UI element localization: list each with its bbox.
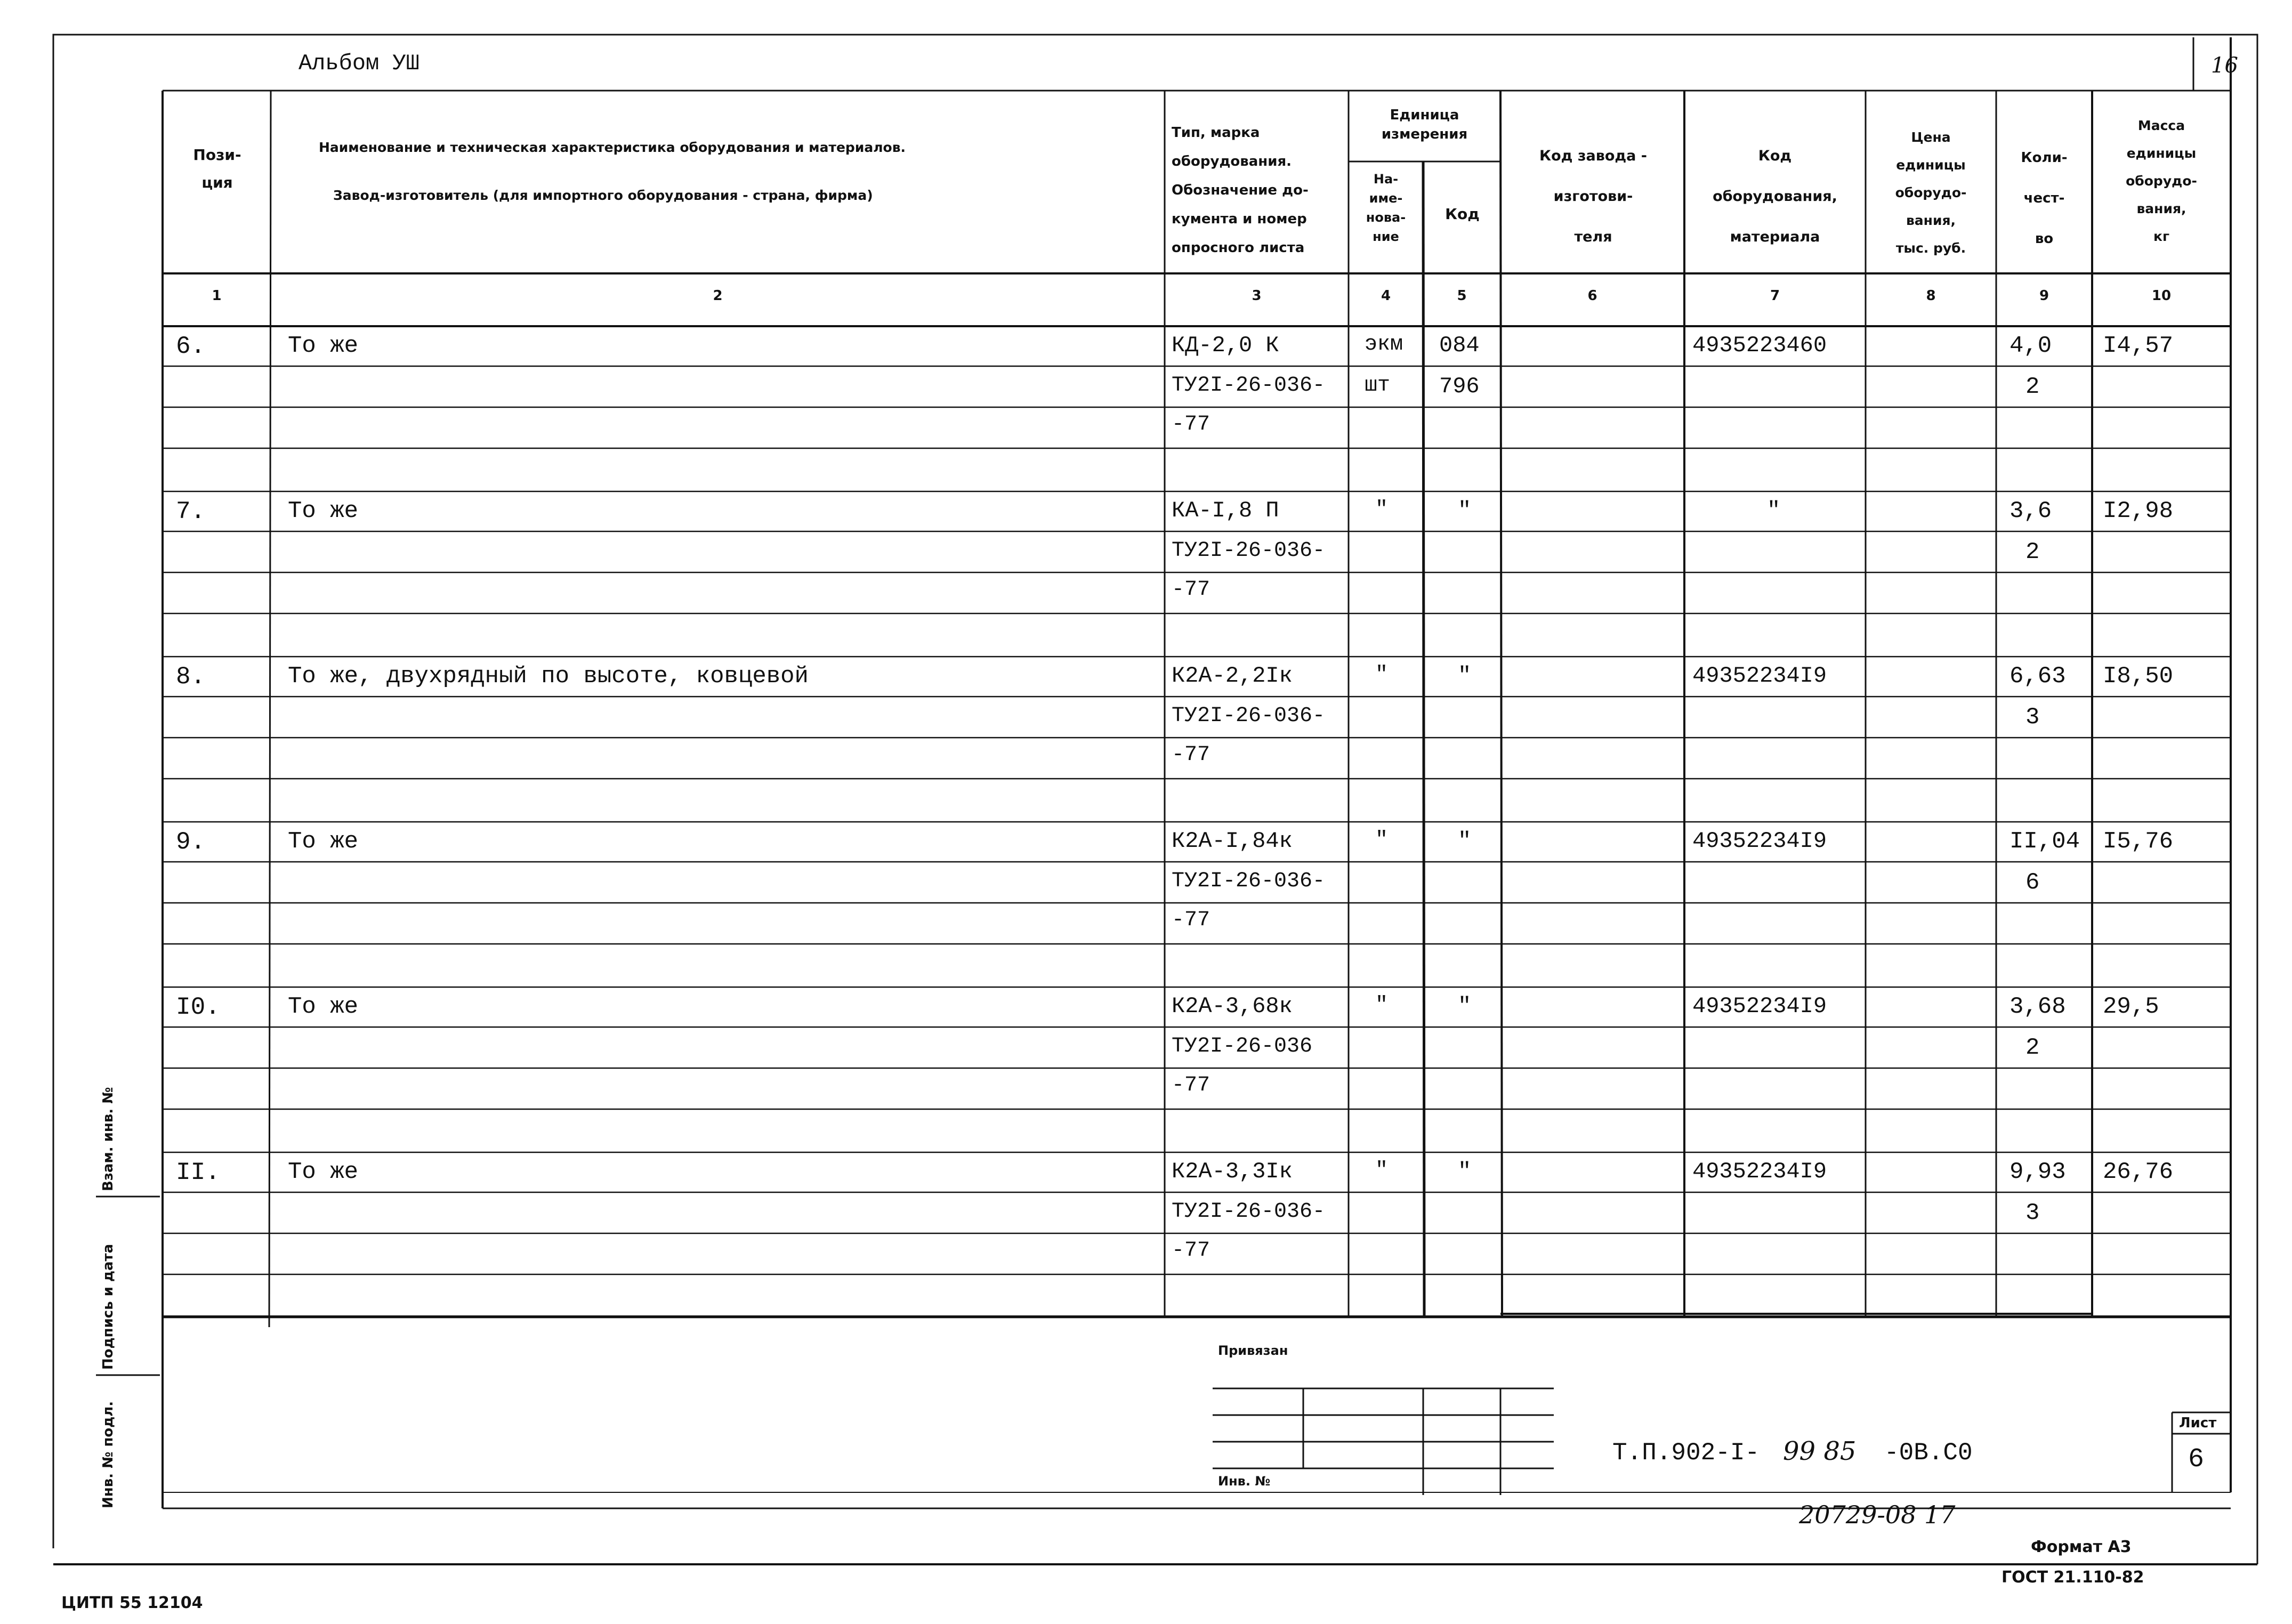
- row-type-mark: КА-I,8 П: [1172, 498, 1279, 523]
- row-equipment-code: ": [1767, 498, 1781, 523]
- row-unit-name: ": [1375, 498, 1389, 522]
- stamp-designation-handwritten: 99 85: [1783, 1436, 1857, 1466]
- gost-label: ГОСТ 21.110-82: [2002, 1568, 2144, 1587]
- row-equipment-code: 49352234I9: [1692, 663, 1827, 689]
- column-number-7: 7: [1770, 288, 1780, 304]
- row-unit-code-2: 796: [1439, 374, 1480, 399]
- row-position: I0.: [176, 993, 220, 1021]
- side-label-podpis-data: Подпись и дата: [100, 1243, 116, 1370]
- row-unit-name-2: шт: [1365, 374, 1391, 398]
- header-factory-code: Код завода - изготови- теля: [1539, 148, 1647, 245]
- row-position: 7.: [176, 498, 206, 526]
- row-equipment-code: 49352234I9: [1692, 993, 1827, 1019]
- row-type-doc: ТУ2I-26-036-: [1172, 374, 1326, 398]
- row-quantity-2: 6: [2025, 869, 2040, 896]
- row-type-doc: ТУ2I-26-036: [1172, 1035, 1313, 1059]
- row-name: То же: [288, 828, 359, 855]
- row-unit-name: ": [1375, 828, 1389, 852]
- side-label-vzam-inv: Взам. инв. №: [100, 1087, 116, 1191]
- header-position: Пози- ция: [193, 146, 241, 191]
- format-label: Формат А3: [2031, 1538, 2132, 1556]
- row-quantity: II,04: [2009, 828, 2080, 855]
- row-unit-code: ": [1458, 498, 1472, 523]
- row-name: То же: [288, 993, 359, 1020]
- header-unit-name: На- име- нова- ние: [1366, 172, 1406, 244]
- column-number-8: 8: [1926, 288, 1936, 304]
- row-type-mark: К2А-3,3Iк: [1172, 1159, 1293, 1184]
- column-number-5: 5: [1457, 288, 1467, 304]
- column-number-6: 6: [1587, 288, 1597, 304]
- row-unit-code: ": [1458, 1159, 1472, 1184]
- header-unit-code: Код: [1445, 205, 1480, 223]
- column-number-9: 9: [2039, 288, 2049, 304]
- header-name-line2: Завод-изготовитель (для импортного оборудования - страна, фирма): [333, 188, 873, 203]
- row-type-doc-cont: -77: [1172, 1073, 1210, 1097]
- row-mass: I5,76: [2103, 828, 2174, 855]
- stamp-inv-no: Инв. №: [1218, 1474, 1271, 1489]
- header-mass: Масса единицы оборудо- вания, кг: [2126, 118, 2197, 244]
- row-quantity: 6,63: [2009, 663, 2066, 690]
- header-quantity: Коли- чест- во: [2021, 150, 2068, 247]
- row-type-doc: ТУ2I-26-036-: [1172, 539, 1326, 563]
- column-number-3: 3: [1252, 288, 1262, 304]
- column-number-10: 10: [2151, 288, 2172, 304]
- row-equipment-code: 49352234I9: [1692, 1159, 1827, 1184]
- row-quantity-2: 2: [2025, 1035, 2040, 1061]
- row-unit-code: ": [1458, 828, 1472, 854]
- page-corner-number: 16: [2211, 53, 2238, 78]
- row-type-doc: ТУ2I-26-036-: [1172, 869, 1326, 893]
- row-unit-code: ": [1458, 993, 1472, 1019]
- row-name: То же: [288, 1159, 359, 1185]
- header-price: Цена единицы оборудо- вания, тыс. руб.: [1895, 130, 1967, 256]
- row-unit-name: экм: [1365, 333, 1403, 357]
- row-type-mark: К2А-3,68к: [1172, 993, 1293, 1019]
- row-quantity: 3,6: [2009, 498, 2052, 524]
- row-type-mark: К2А-I,84к: [1172, 828, 1293, 854]
- row-mass: 29,5: [2103, 993, 2159, 1020]
- stamp-designation-prefix: Т.П.902-I-: [1612, 1439, 1760, 1467]
- row-type-doc: ТУ2I-26-036-: [1172, 1200, 1326, 1224]
- sheet-number: 6: [2188, 1444, 2205, 1475]
- row-name: То же: [288, 498, 359, 524]
- stamp-designation-suffix: -0В.С0: [1884, 1439, 1973, 1467]
- row-type-doc-cont: -77: [1172, 578, 1210, 602]
- row-quantity-2: 2: [2025, 539, 2040, 565]
- row-quantity-2: 2: [2025, 374, 2040, 400]
- row-type-mark: КД-2,0 К: [1172, 333, 1279, 358]
- header-name-line1: Наименование и техническая характеристика оборудования и материалов.: [319, 140, 906, 155]
- row-equipment-code: 4935223460: [1692, 333, 1827, 358]
- row-name: То же, двухрядный по высоте, ковцевой: [288, 663, 809, 690]
- row-position: 9.: [176, 828, 206, 856]
- row-quantity-2: 3: [2025, 1200, 2040, 1226]
- row-position: II.: [176, 1159, 220, 1186]
- row-unit-name: ": [1375, 663, 1389, 687]
- header-unit-group: Единица измерения: [1381, 107, 1468, 142]
- row-type-doc-cont: -77: [1172, 908, 1210, 932]
- footer-left-code: ЦИТП 55 12104: [61, 1594, 203, 1612]
- row-quantity-2: 3: [2025, 704, 2040, 731]
- row-quantity: 3,68: [2009, 993, 2066, 1020]
- row-type-doc-cont: -77: [1172, 1239, 1210, 1263]
- row-unit-name: ": [1375, 993, 1389, 1017]
- row-mass: 26,76: [2103, 1159, 2174, 1185]
- row-unit-code: 084: [1439, 333, 1480, 358]
- row-position: 8.: [176, 663, 206, 691]
- row-type-mark: К2А-2,2Iк: [1172, 663, 1293, 689]
- album-title: Альбом УШ: [298, 51, 419, 76]
- row-unit-name: ": [1375, 1159, 1389, 1183]
- row-type-doc: ТУ2I-26-036-: [1172, 704, 1326, 728]
- row-mass: I2,98: [2103, 498, 2174, 524]
- handwritten-archive-number: 20729-08 17: [1799, 1500, 1956, 1529]
- row-equipment-code: 49352234I9: [1692, 828, 1827, 854]
- column-number-4: 4: [1381, 288, 1391, 304]
- row-unit-code: ": [1458, 663, 1472, 689]
- stamp-privyazan: Привязан: [1218, 1343, 1288, 1358]
- row-position: 6.: [176, 333, 206, 360]
- header-type-mark: Тип, марка оборудования. Обозначение до- кумента и номер опросного листа: [1172, 125, 1309, 256]
- row-mass: I4,57: [2103, 333, 2174, 359]
- sheet-label: Лист: [2179, 1415, 2217, 1431]
- row-name: То же: [288, 333, 359, 359]
- row-mass: I8,50: [2103, 663, 2174, 690]
- side-label-inv-podl: Инв. № подл.: [100, 1401, 116, 1508]
- row-quantity: 4,0: [2009, 333, 2052, 359]
- row-type-doc-cont: -77: [1172, 413, 1210, 437]
- column-number-1: 1: [212, 288, 222, 304]
- header-equipment-code: Код оборудования, материала: [1713, 148, 1837, 245]
- row-type-doc-cont: -77: [1172, 743, 1210, 767]
- row-quantity: 9,93: [2009, 1159, 2066, 1185]
- column-number-2: 2: [713, 288, 723, 304]
